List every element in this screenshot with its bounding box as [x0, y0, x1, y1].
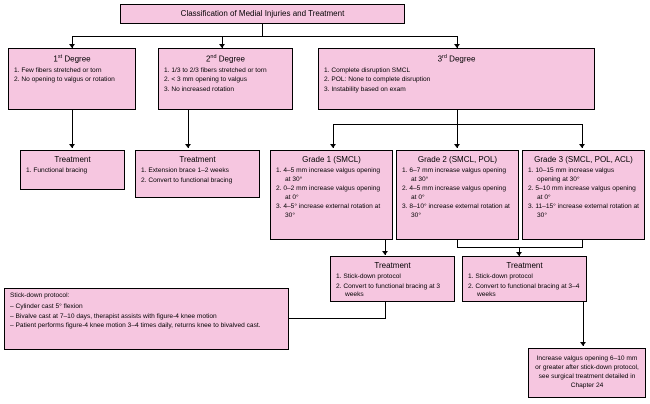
- third-degree-items: [324, 67, 589, 95]
- grade-2-header: Grade 2 (SMCL, POL): [417, 155, 498, 164]
- list-item: 1. 1/3 to 2/3 fibers stretched or torn: [164, 66, 267, 74]
- connector-grade23-bus: [457, 247, 583, 248]
- arrow-grade3: [579, 144, 585, 148]
- connector-grade23-to-surgical: [583, 302, 584, 346]
- list-item: 1. 6–7 mm increase valgus opening at 30°: [402, 167, 507, 183]
- second-degree-items: [164, 67, 287, 95]
- first-degree-box: [8, 48, 136, 110]
- grade-3-header: Grade 3 (SMCL, POL, ACL): [534, 155, 633, 164]
- stick-down-protocol-box: [4, 288, 289, 350]
- treatment-grade1-items: [336, 273, 449, 300]
- list-item: 2. 5–10 mm increase valgus opening at 0°: [528, 185, 636, 201]
- list-item: – Bivalve cast at 7–10 days, therapist assists with figure-4 knee motion: [10, 312, 217, 320]
- list-item: 2. Convert to functional bracing at 3–4 weeks: [468, 282, 580, 299]
- list-item: 2. Convert to functional bracing at 3 weeks: [336, 282, 441, 299]
- list-item: 3. Instability based on exam: [324, 85, 406, 93]
- list-item: 2. < 3 mm opening to valgus: [164, 76, 248, 84]
- grade-3-items: [528, 167, 639, 221]
- surgical-text: Increase valgus opening 6–10 mm or greater after stick-down protocol, see surgical treatment detailed in Chapter 24: [535, 355, 639, 389]
- treatment-grade23-items: [468, 273, 581, 300]
- arrow-grade2: [454, 144, 460, 148]
- treatment-first-items: [26, 167, 119, 176]
- root-title: Classification of Medial Injuries and Treatment: [180, 9, 345, 18]
- root-classification-box: [120, 4, 405, 24]
- list-item: 2. No opening to valgus or rotation: [14, 76, 115, 84]
- connector-grade2-down: [457, 240, 458, 247]
- connector-first-to-treatment: [72, 110, 73, 148]
- treatment-grade23-header: Treatment: [506, 261, 543, 270]
- first-degree-items: [14, 67, 130, 85]
- second-degree-box: [158, 48, 293, 110]
- second-degree-header: 2nd Degree: [205, 54, 246, 64]
- surgical-treatment-box: [528, 348, 646, 398]
- list-item: 2. Convert to functional bracing: [141, 176, 233, 184]
- list-item: 1. Extension brace 1–2 weeks: [141, 167, 229, 174]
- first-degree-header: 1st Degree: [53, 54, 91, 64]
- list-item: 3. 4–5° increase external rotation at 30°: [276, 203, 381, 219]
- list-item: 3. No increased rotation: [164, 85, 235, 93]
- list-item: 2. 4–5 mm increase valgus opening at 0°: [402, 185, 507, 201]
- list-item: 1. 4–5 mm increase valgus opening at 30°: [276, 167, 381, 183]
- connector-root-bus: [72, 36, 457, 37]
- arrow-grade1: [330, 144, 336, 148]
- connector-root-stem: [262, 24, 263, 36]
- connector-second-to-treatment: [188, 110, 189, 148]
- grade-2-items: [402, 167, 513, 221]
- treatment-second-header: Treatment: [179, 155, 216, 164]
- list-item: 2. 0–2 mm increase valgus opening at 0°: [276, 185, 381, 201]
- treatment-grade23-box: [462, 256, 587, 302]
- arrow-grade1-treatment: [382, 251, 388, 255]
- list-item: – Cylinder cast 5° flexion: [10, 302, 83, 310]
- connector-grade3-down: [582, 240, 583, 247]
- stick-down-items: [10, 303, 283, 331]
- grade-1-header: Grade 1 (SMCL): [302, 155, 361, 164]
- arrow-second-treatment: [185, 144, 191, 148]
- treatment-first-box: [20, 150, 125, 190]
- grade-3-box: [522, 150, 645, 240]
- list-item: 3. 8–10° increase external rotation at 30°: [402, 203, 510, 219]
- connector-treatment-grade1-down: [385, 302, 386, 318]
- list-item: 1. 10–15 mm increase valgus opening at 30°: [528, 167, 615, 183]
- list-item: 1. Functional bracing: [26, 167, 88, 174]
- list-item: 2. POL: None to complete disruption: [324, 76, 431, 84]
- grade-1-box: [270, 150, 393, 240]
- list-item: 1. Complete disruption SMCL: [324, 66, 411, 74]
- stick-down-header: Stick-down protocol:: [10, 292, 70, 299]
- arrow-surgical: [580, 342, 586, 346]
- grade-1-items: [276, 167, 387, 221]
- list-item: – Patient performs figure-4 knee motion 3–4 times daily, returns knee to bivalved cast.: [10, 322, 261, 330]
- treatment-grade1-box: [330, 256, 455, 302]
- treatment-first-header: Treatment: [54, 155, 91, 164]
- list-item: 1. Few fibers stretched or torn: [14, 66, 102, 74]
- connector-third-stem: [457, 110, 458, 124]
- treatment-second-box: [135, 150, 260, 198]
- connector-stickdown-link: [289, 318, 386, 319]
- grade-2-box: [396, 150, 519, 240]
- list-item: 1. Stick-down protocol: [468, 273, 533, 280]
- treatment-second-items: [141, 167, 254, 185]
- third-degree-box: [318, 48, 595, 110]
- arrow-first-treatment: [69, 144, 75, 148]
- treatment-grade1-header: Treatment: [374, 261, 411, 270]
- list-item: 3. 11–15° increase external rotation at 30°: [528, 203, 640, 219]
- list-item: 1. Stick-down protocol: [336, 273, 401, 280]
- third-degree-header: 3rd Degree: [437, 54, 476, 64]
